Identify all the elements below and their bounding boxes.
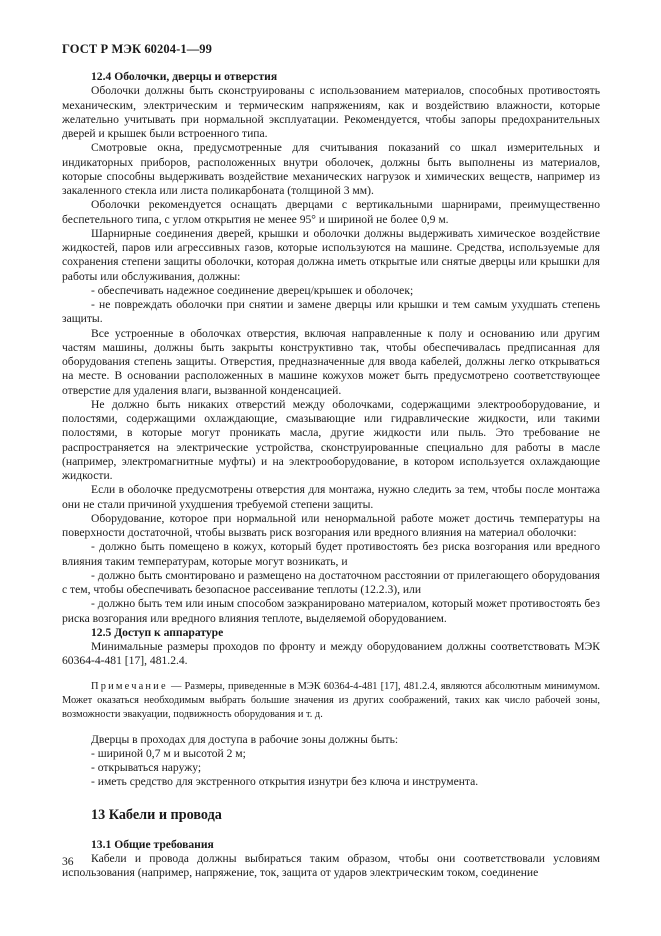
paragraph: Не должно быть никаких отверстий между оболочками, содержащими электрооборудование, и полостями, содержащими охлаждающие, смазывающие или гидравлические жидкости, или такими полостями, в которые могут проникать масла, другие жидкости или пыль. Это требование не распространяется на электрические устройства, сконструированные специально для работы в масле (например, электромагнитные муфты) и на электрооборудование, в котором используется охлаждающие жидкости. <box>62 397 600 482</box>
list-item: - не повреждать оболочки при снятии и замене дверцы или крышки и тем самым ухудшать степень защиты. <box>62 298 600 326</box>
note-text: — Размеры, приведенные в МЭК 60364-4-481 [17], 481.2.4, являются абсолютным минимумом. Может оказаться необходимым выбрать большие значения из других соображений, таких как число рабочей зоны, возможности эвакуации, подвижность оборудования и т. д. <box>62 680 600 720</box>
document-body <box>62 70 600 881</box>
paragraph: Шарнирные соединения дверей, крышки и оболочки должны выдерживать химическое воздействие жидкостей, паров или агрессивных газов, которые используются на машине. Средства, используемые для сохранения степени защиты оболочки, которая должна иметь открытые или снятые дверцы или крышки для работы или обслуживания, должны: <box>62 226 600 283</box>
document-header: ГОСТ Р МЭК 60204-1—99 <box>62 42 212 56</box>
paragraph: Кабели и провода должны выбираться таким образом, чтобы они соответствовали условиям использования (например, напряжение, ток, защита от ударов электрическим током, соединение <box>62 852 600 880</box>
note <box>62 680 600 722</box>
paragraph: Дверцы в проходах для доступа в рабочие зоны должны быть: <box>91 732 399 746</box>
list-item: - должно быть помещено в кожух, который будет противостоять без риска возгорания или вредного влияния таким температурам, которые могут возникать, и <box>62 540 600 568</box>
paragraph: Все устроенные в оболочках отверстия, включая направленные к полу и основанию или другим частям машины, должны быть закрыты конструктивно так, чтобы обеспечивалась предписанная для оборудования степень защиты. Отверстия, предназначенные для ввода кабелей, должны легко открываться на месте. В основании расположенных в машине кожухов может быть предусмотрено соответствующее отверстие для удаления влаги, вызванной конденсацией. <box>62 326 600 397</box>
paragraph: Оборудование, которое при нормальной или ненормальной работе может достичь температуры на поверхности достаточной, чтобы вызвать риск возгорания или вредного влияния на материал оболочки: <box>62 511 600 539</box>
paragraph: Минимальные размеры проходов по фронту и между оборудованием должны соответствовать МЭК 60364-4-481 [17], 481.2.4. <box>62 640 600 668</box>
section-13-heading: 13 Кабели и провода <box>91 806 222 823</box>
list-item: - иметь средство для экстренного открытия изнутри без ключа и инструмента. <box>91 775 479 789</box>
list-item: - должно быть тем или иным способом заэкранировано материалом, который может противостоять без риска возгорания или вредного влияния теплоте, выделяемой оборудованием. <box>62 597 600 625</box>
paragraph: Оболочки рекомендуется оснащать дверцами с вертикальными шарнирами, преимущественно беспетельного типа, с углом открытия не менее 95° и шириной не более 0,9 м. <box>62 198 600 226</box>
paragraph: Оболочки должны быть сконструированы с использованием материалов, способных противостоять механическим, электрическим и термическим напряжениям, как и воздействию влажности, которые желательно учитывать при нормальной эксплуатации. Рекомендуется, чтобы запоры предохранительных дверей и крышек были встроенного типа. <box>62 84 600 140</box>
page-number: 36 <box>62 855 74 868</box>
note-label: Примечание <box>91 680 168 692</box>
paragraph: Смотровые окна, предусмотренные для считывания показаний со шкал измерительных и индикаторных приборов, расположенных внутри оболочек, должны быть выполнены из материалов, которые способны выдерживать воздействие механических нагрузок и химических веществ, например из закаленного стекла или листа поликарбоната (толщиной 3 мм). <box>62 141 600 197</box>
paragraph: Если в оболочке предусмотрены отверстия для монтажа, нужно следить за тем, чтобы после монтажа они не стали причиной ухудшения требуемой степени защиты. <box>62 483 600 511</box>
section-12-4-heading: 12.4 Оболочки, дверцы и отверстия <box>91 70 278 83</box>
list-item: - шириной 0,7 м и высотой 2 м; <box>91 746 246 760</box>
list-item: - должно быть смонтировано и размещено на достаточном расстоянии от прилегающего оборудования с тем, чтобы обеспечивать безопасное рассеивание теплоты (12.2.3), или <box>62 568 600 596</box>
list-item: - открываться наружу; <box>91 761 202 774</box>
list-item: - обеспечивать надежное соединение дверец/крышек и оболочек; <box>91 283 414 297</box>
section-13-1-heading: 13.1 Общие требования <box>91 837 214 851</box>
section-12-5-heading: 12.5 Доступ к аппаратуре <box>91 625 224 639</box>
